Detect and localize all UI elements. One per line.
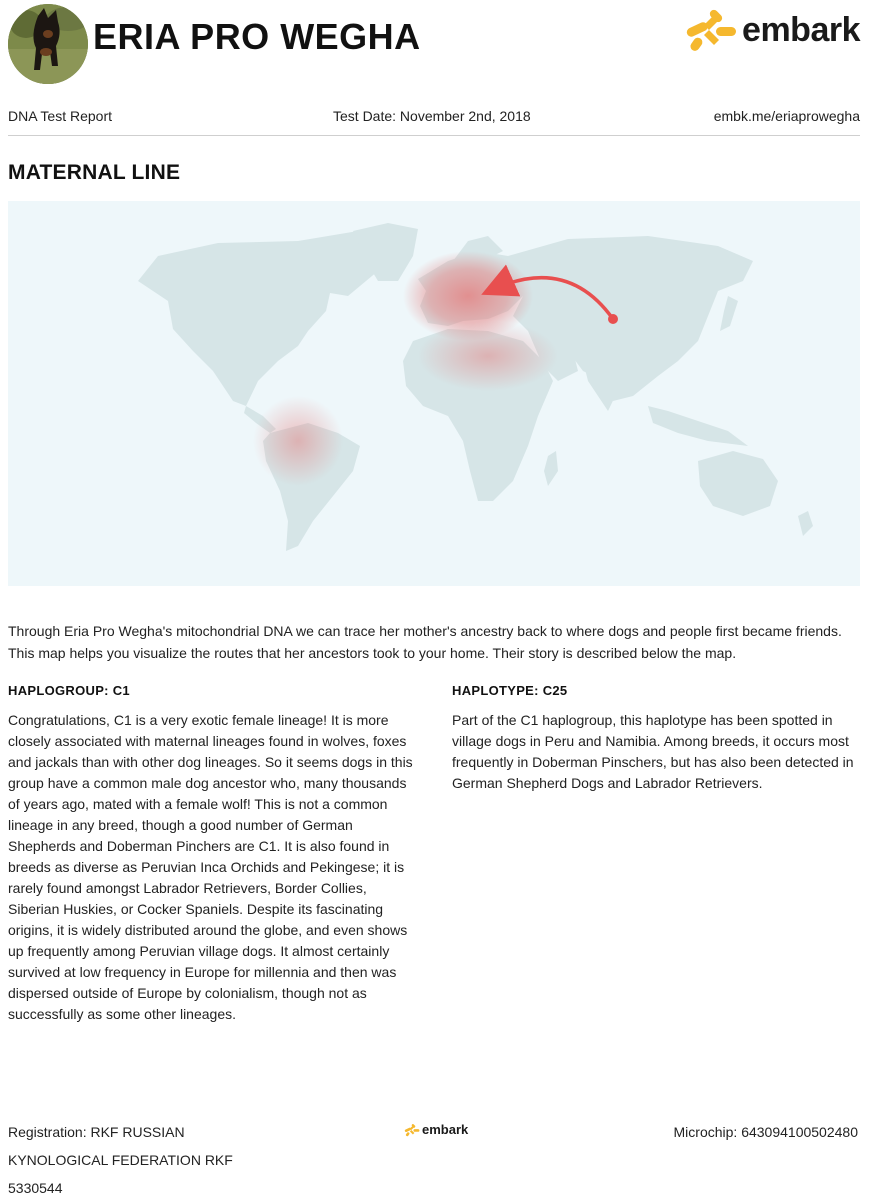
profile-link[interactable]: embk.me/eriaprowegha xyxy=(713,108,860,124)
dog-photo xyxy=(8,4,88,84)
report-label: DNA Test Report xyxy=(8,108,113,124)
australia xyxy=(698,451,778,516)
footer-logo-icon xyxy=(404,1123,420,1137)
embark-logo[interactable] xyxy=(684,4,860,56)
madagascar xyxy=(544,451,558,486)
registration-info xyxy=(8,1118,258,1200)
test-date: Test Date: November 2nd, 2018 xyxy=(333,108,531,124)
report-meta-row xyxy=(8,108,860,128)
world-map xyxy=(8,201,860,586)
haplogroup-section xyxy=(8,683,416,1025)
header-divider xyxy=(8,135,860,136)
registration-line-2: KYNOLOGICAL FEDERATION RKF xyxy=(8,1152,233,1168)
dog-name-title: ERIA PRO WEGHA xyxy=(93,16,421,57)
section-title: MATERNAL LINE xyxy=(8,161,181,184)
haplotype-description: Part of the C1 haplogroup, this haplotype has been spotted in village dogs in Peru and Namibia. Among breeds, it occurs most frequently in Doberman Pinschers, but has also been detected in German Shepherd Dogs and Labrador Retrievers. xyxy=(452,712,854,791)
origin-point xyxy=(608,314,618,324)
new-zealand xyxy=(798,511,813,536)
embark-logo-icon xyxy=(684,7,738,53)
map-description: Through Eria Pro Wegha's mitochondrial DNA we can trace her mother's ancestry back to where dogs and people first became friends. This map helps you visualize the routes that her ancestors took to your home. Their story is described below the map. xyxy=(8,623,842,661)
north-america xyxy=(138,231,393,406)
maternal-line-map xyxy=(8,201,860,586)
embark-logo-text: embark xyxy=(742,10,860,49)
haplotype-section xyxy=(452,683,860,794)
report-header xyxy=(8,4,860,84)
footer-logo-text: embark xyxy=(422,1122,469,1137)
footer-embark-logo xyxy=(404,1122,468,1137)
dog-avatar xyxy=(8,4,88,84)
haplogroup-title: HAPLOGROUP: C1 xyxy=(8,683,130,698)
haplotype-title: HAPLOTYPE: C25 xyxy=(452,683,568,698)
registration-line-3: 5330544 xyxy=(8,1180,63,1196)
haplogroup-description: Congratulations, C1 is a very exotic female lineage! It is more closely associated with maternal lineages found in wolves, foxes and jackals than with other dog lineages. So it seems dogs in this group have a common male dog ancestor who, many thousands of years ago, mated with a female wolf! This is not a common lineage in any breed, though a good number of German Shepherds and Doberman Pinchers are C1. It is also found in breeds as diverse as Peruvian Inca Orchids and Pekingese; it is rarely found amongst Labrador Retrievers, Border Collies, Siberian Huskies, or Cocker Spaniels. Despite its fascinating origins, it is widely distributed around the globe, and even shows up frequently among Peruvian village dogs. It almost certainly survived at low frequency in Europe for millennia and then was dispersed outside of Europe by colonialism, though not as successfully as some other lineages. xyxy=(8,712,413,1022)
registration-line-1: Registration: RKF RUSSIAN xyxy=(8,1124,185,1140)
microchip-info: Microchip: 643094100502480 xyxy=(673,1124,858,1140)
southeast-asia xyxy=(648,406,748,446)
japan xyxy=(720,296,738,331)
